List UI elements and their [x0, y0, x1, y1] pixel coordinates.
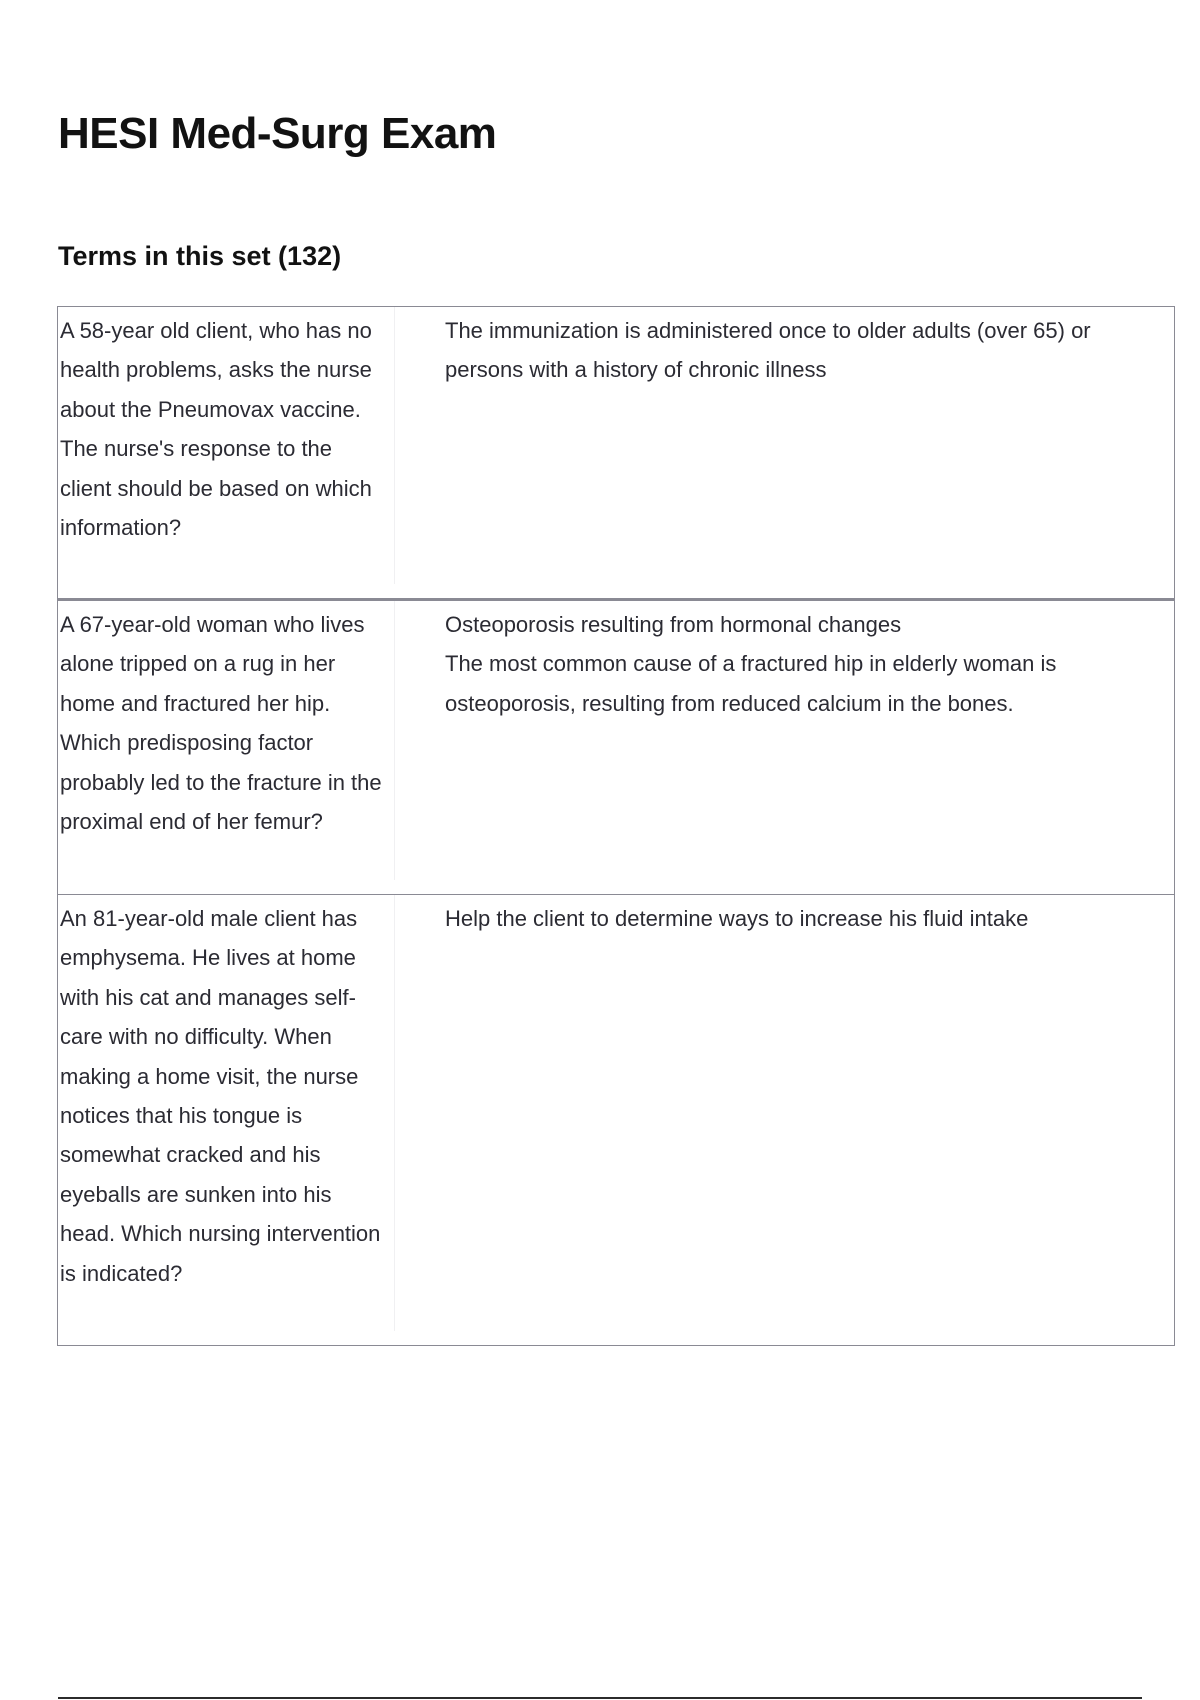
definition-text — [395, 307, 1174, 598]
terms-table — [57, 306, 1175, 1346]
term-text: A 67-year-old woman who lives alone tripped on a rug in her home and fractured her hip. Which predisposing factor probably led to the fracture in the proximal end of her femur? — [58, 601, 395, 880]
definition-line: The most common cause of a fractured hip in elderly woman is osteoporosis, resulting from reduced calcium in the bones. — [445, 651, 1057, 716]
definition-text — [395, 895, 1174, 1345]
term-row — [58, 895, 1174, 1345]
definition-line: Osteoporosis resulting from hormonal changes — [445, 612, 902, 637]
footer-divider — [58, 1697, 1142, 1699]
term-row — [58, 307, 1174, 601]
term-text: An 81-year-old male client has emphysema. He lives at home with his cat and manages self-care with no difficulty. When making a home visit, the nurse notices that his tongue is somewhat cracked and his eyeballs are sunken into his head. Which nursing intervention is indicated? — [58, 895, 395, 1331]
definition-text — [395, 601, 1174, 894]
page-title: HESI Med-Surg Exam — [58, 109, 497, 158]
terms-count-heading: Terms in this set (132) — [58, 241, 342, 271]
term-row — [58, 601, 1174, 895]
term-text: A 58-year old client, who has no health problems, asks the nurse about the Pneumovax vaccine. The nurse's response to the client should be based on which information? — [58, 307, 395, 584]
definition-line: Help the client to determine ways to increase his fluid intake — [445, 906, 1029, 931]
definition-line: The immunization is administered once to older adults (over 65) or persons with a history of chronic illness — [445, 318, 1091, 383]
